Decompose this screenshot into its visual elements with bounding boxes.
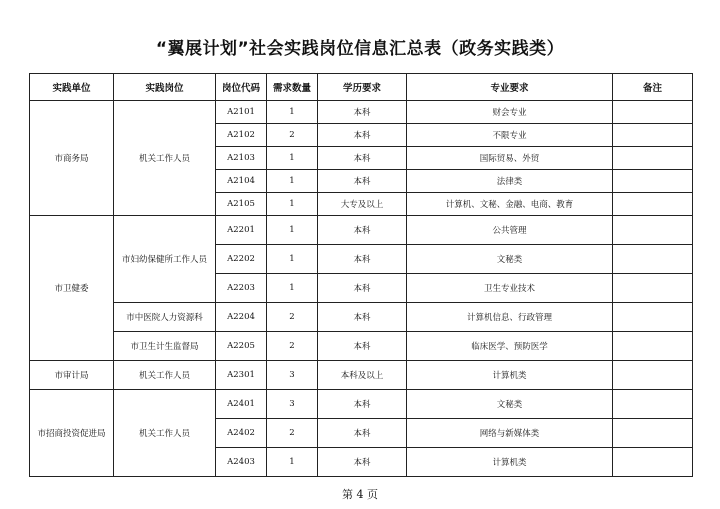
num-cell: 1 [267, 274, 318, 303]
edu-cell: 本科 [318, 332, 407, 361]
table-row [30, 101, 693, 124]
post-cell: 市妇幼保健所工作人员 [114, 216, 216, 303]
edu-cell: 本科 [318, 216, 407, 245]
note-cell [613, 390, 693, 419]
code-cell: A2203 [216, 274, 267, 303]
code-cell: A2201 [216, 216, 267, 245]
page-title: “翼展计划”社会实践岗位信息汇总表（政务实践类） [155, 39, 565, 59]
major-cell: 文秘类 [407, 245, 613, 274]
note-cell [613, 101, 693, 124]
note-cell [613, 124, 693, 147]
code-cell: A2202 [216, 245, 267, 274]
post-cell: 机关工作人员 [114, 101, 216, 216]
header-code: 岗位代码 [216, 74, 267, 101]
major-cell: 计算机类 [407, 361, 613, 390]
num-cell: 1 [267, 216, 318, 245]
positions-table [29, 73, 693, 477]
edu-cell: 本科 [318, 448, 407, 477]
header-num: 需求数量 [267, 74, 318, 101]
major-cell: 不限专业 [407, 124, 613, 147]
major-cell: 财会专业 [407, 101, 613, 124]
num-cell: 1 [267, 448, 318, 477]
num-cell: 1 [267, 170, 318, 193]
post-cell: 市中医院人力资源科 [114, 303, 216, 332]
major-cell: 公共管理 [407, 216, 613, 245]
edu-cell: 本科 [318, 303, 407, 332]
code-cell: A2104 [216, 170, 267, 193]
header-row [30, 74, 693, 101]
num-cell: 2 [267, 419, 318, 448]
note-cell [613, 170, 693, 193]
note-cell [613, 274, 693, 303]
note-cell [613, 147, 693, 170]
header-major: 专业要求 [407, 74, 613, 101]
code-cell: A2205 [216, 332, 267, 361]
note-cell [613, 361, 693, 390]
major-cell: 国际贸易、外贸 [407, 147, 613, 170]
table-row [30, 332, 693, 361]
unit-cell: 市审计局 [30, 361, 114, 390]
post-cell: 市卫生计生监督局 [114, 332, 216, 361]
major-cell: 计算机、文秘、金融、电商、教育 [407, 193, 613, 216]
note-cell [613, 332, 693, 361]
num-cell: 1 [267, 101, 318, 124]
edu-cell: 本科 [318, 101, 407, 124]
code-cell: A2401 [216, 390, 267, 419]
code-cell: A2103 [216, 147, 267, 170]
code-cell: A2204 [216, 303, 267, 332]
num-cell: 1 [267, 245, 318, 274]
header-note: 备注 [613, 74, 693, 101]
unit-cell: 市卫健委 [30, 216, 114, 361]
num-cell: 3 [267, 390, 318, 419]
note-cell [613, 448, 693, 477]
edu-cell: 本科 [318, 274, 407, 303]
header-edu: 学历要求 [318, 74, 407, 101]
edu-cell: 本科及以上 [318, 361, 407, 390]
note-cell [613, 193, 693, 216]
header-post: 实践岗位 [114, 74, 216, 101]
edu-cell: 本科 [318, 147, 407, 170]
code-cell: A2301 [216, 361, 267, 390]
code-cell: A2403 [216, 448, 267, 477]
major-cell: 网络与新媒体类 [407, 419, 613, 448]
post-cell: 机关工作人员 [114, 361, 216, 390]
edu-cell: 本科 [318, 124, 407, 147]
unit-cell: 市商务局 [30, 101, 114, 216]
major-cell: 法律类 [407, 170, 613, 193]
code-cell: A2402 [216, 419, 267, 448]
header-unit: 实践单位 [30, 74, 114, 101]
code-cell: A2101 [216, 101, 267, 124]
major-cell: 计算机类 [407, 448, 613, 477]
major-cell: 临床医学、预防医学 [407, 332, 613, 361]
edu-cell: 本科 [318, 245, 407, 274]
note-cell [613, 303, 693, 332]
major-cell: 卫生专业技术 [407, 274, 613, 303]
note-cell [613, 216, 693, 245]
edu-cell: 大专及以上 [318, 193, 407, 216]
major-cell: 计算机信息、行政管理 [407, 303, 613, 332]
num-cell: 2 [267, 124, 318, 147]
major-cell: 文秘类 [407, 390, 613, 419]
note-cell [613, 419, 693, 448]
table-row [30, 303, 693, 332]
unit-cell: 市招商投资促进局 [30, 390, 114, 477]
num-cell: 1 [267, 147, 318, 170]
edu-cell: 本科 [318, 170, 407, 193]
note-cell [613, 245, 693, 274]
num-cell: 3 [267, 361, 318, 390]
code-cell: A2102 [216, 124, 267, 147]
table-row [30, 361, 693, 390]
num-cell: 2 [267, 332, 318, 361]
edu-cell: 本科 [318, 419, 407, 448]
table-row [30, 390, 693, 419]
num-cell: 1 [267, 193, 318, 216]
edu-cell: 本科 [318, 390, 407, 419]
page-number: 第 4 页 [342, 488, 378, 501]
post-cell: 机关工作人员 [114, 390, 216, 477]
code-cell: A2105 [216, 193, 267, 216]
table-row [30, 216, 693, 245]
num-cell: 2 [267, 303, 318, 332]
